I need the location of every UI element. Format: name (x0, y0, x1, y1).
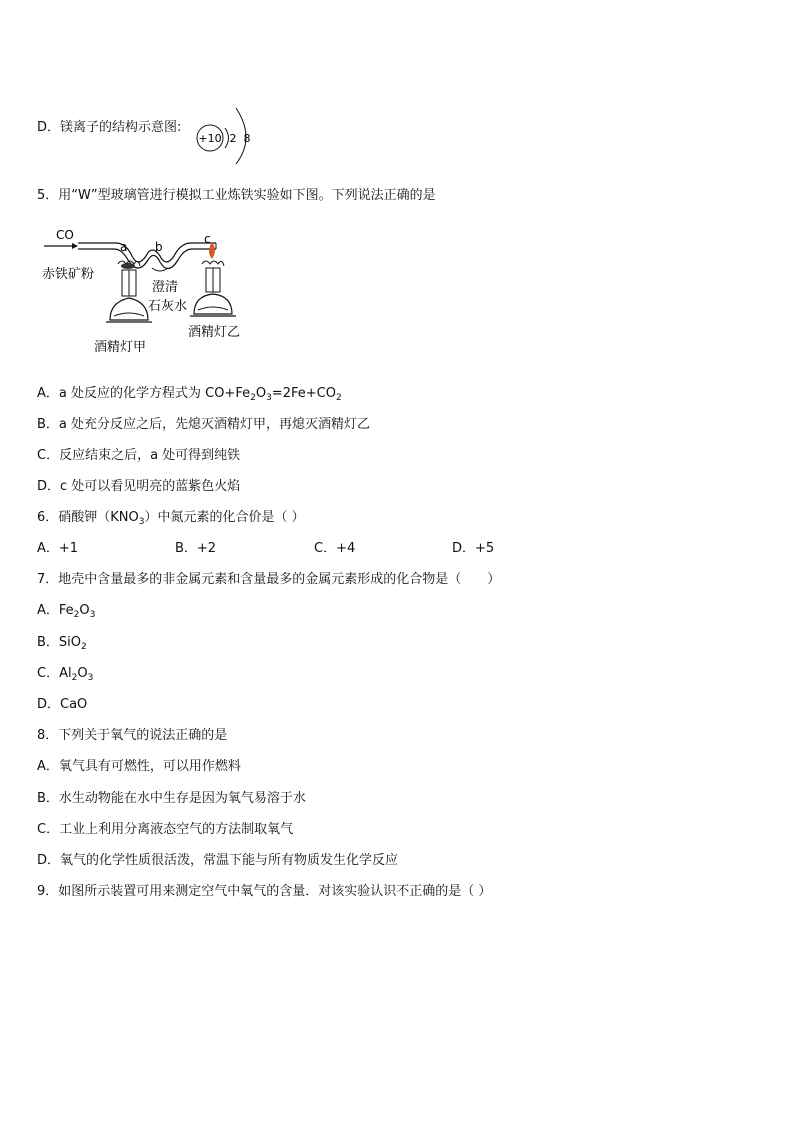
ore-label: 赤铁矿粉 (42, 267, 95, 282)
nucleus-charge: +10 (198, 132, 222, 145)
limewater-label-1: 澄清 (152, 280, 179, 295)
q5-option-a-sub1: 2 (250, 393, 256, 403)
q7-option-b-text: B．SiO (37, 635, 82, 650)
q9-stem: 9．如图所示装置可用来测定空气中氧气的含量．对该实验认识不正确的是（ ） (37, 884, 492, 899)
q4-option-d-text: D．镁离子的结构示意图: (37, 120, 182, 135)
q7-option-a-mid: O (79, 603, 90, 618)
lamp-a-label: 酒精灯甲 (94, 340, 147, 355)
shell-2-electrons: 8 (243, 132, 251, 145)
q5-option-a-sub2: 3 (266, 393, 272, 403)
lamp-b-label: 酒精灯乙 (188, 325, 241, 340)
q7-option-c-text: C．Al (37, 666, 72, 681)
q5-option-a-text: A．a 处反应的化学方程式为 CO+Fe (37, 386, 251, 401)
q6-stem (37, 509, 305, 531)
q8-option-d: D．氧气的化学性质很活泼，常温下能与所有物质发生化学反应 (37, 853, 399, 868)
q5-option-d: D．c 处可以看见明亮的蓝紫色火焰 (37, 479, 241, 494)
label-a: a (120, 240, 128, 254)
q7-option-a-sub2: 3 (89, 610, 96, 620)
q8-option-a: A．氧气具有可燃性，可以用作燃料 (37, 759, 241, 774)
alcohol-lamp-b-icon (190, 261, 236, 316)
label-b: b (155, 240, 163, 254)
w-tube-apparatus-figure (40, 224, 260, 359)
q6-option-c: C．+4 (314, 541, 356, 556)
q7-option-c-mid: O (77, 666, 88, 681)
q7-option-c-sub2: 3 (87, 673, 94, 683)
q7-option-d: D．CaO (37, 697, 88, 712)
q6-option-a: A．+1 (37, 541, 79, 556)
q8-option-c: C．工业上利用分离液态空气的方法制取氧气 (37, 822, 294, 837)
q6-stem-post: ）中氮元素的化合价是（ ） (144, 510, 305, 525)
shell-1-electrons: 2 (229, 132, 237, 145)
q5-option-a-sub3: 2 (335, 393, 342, 403)
limewater-label-2: 石灰水 (148, 299, 188, 314)
q8-stem: 8．下列关于氧气的说法正确的是 (37, 728, 228, 743)
q5-option-a-mid2: =2Fe+CO (271, 386, 336, 401)
q7-option-b-sub1: 2 (81, 642, 87, 652)
q7-option-a-sub1: 2 (73, 610, 80, 620)
q5-option-a (37, 385, 342, 407)
q4-option-d (37, 119, 181, 137)
q5-option-c: C．反应结束之后，a 处可得到纯铁 (37, 448, 241, 463)
label-c: c (204, 232, 211, 246)
q7-option-c-sub1: 2 (71, 673, 78, 683)
q7-option-b (37, 634, 87, 656)
co-label: CO (56, 228, 74, 242)
magnesium-ion-structure-diagram (192, 102, 262, 164)
alcohol-lamp-a-icon (106, 261, 152, 322)
q8-option-b: B．水生动物能在水中生存是因为氧气易溶于水 (37, 791, 306, 806)
q7-option-a (37, 602, 95, 624)
q7-option-c (37, 665, 93, 687)
q5-stem: 5．用“W”型玻璃管进行模拟工业炼铁实验如下图。下列说法正确的是 (37, 188, 436, 203)
q5-option-b: B．a 处充分反应之后，先熄灭酒精灯甲，再熄灭酒精灯乙 (37, 417, 371, 432)
q6-option-b: B．+2 (175, 541, 217, 556)
q6-stem-text: 6．硝酸钾（KNO (37, 510, 139, 525)
q6-option-d: D．+5 (452, 541, 495, 556)
q7-option-a-text: A．Fe (37, 603, 74, 618)
q6-stem-sub: 3 (138, 517, 145, 527)
q7-stem: 7．地壳中含量最多的非金属元素和含量最多的金属元素形成的化合物是（ ） (37, 572, 501, 587)
q5-option-a-mid: O (255, 386, 267, 401)
